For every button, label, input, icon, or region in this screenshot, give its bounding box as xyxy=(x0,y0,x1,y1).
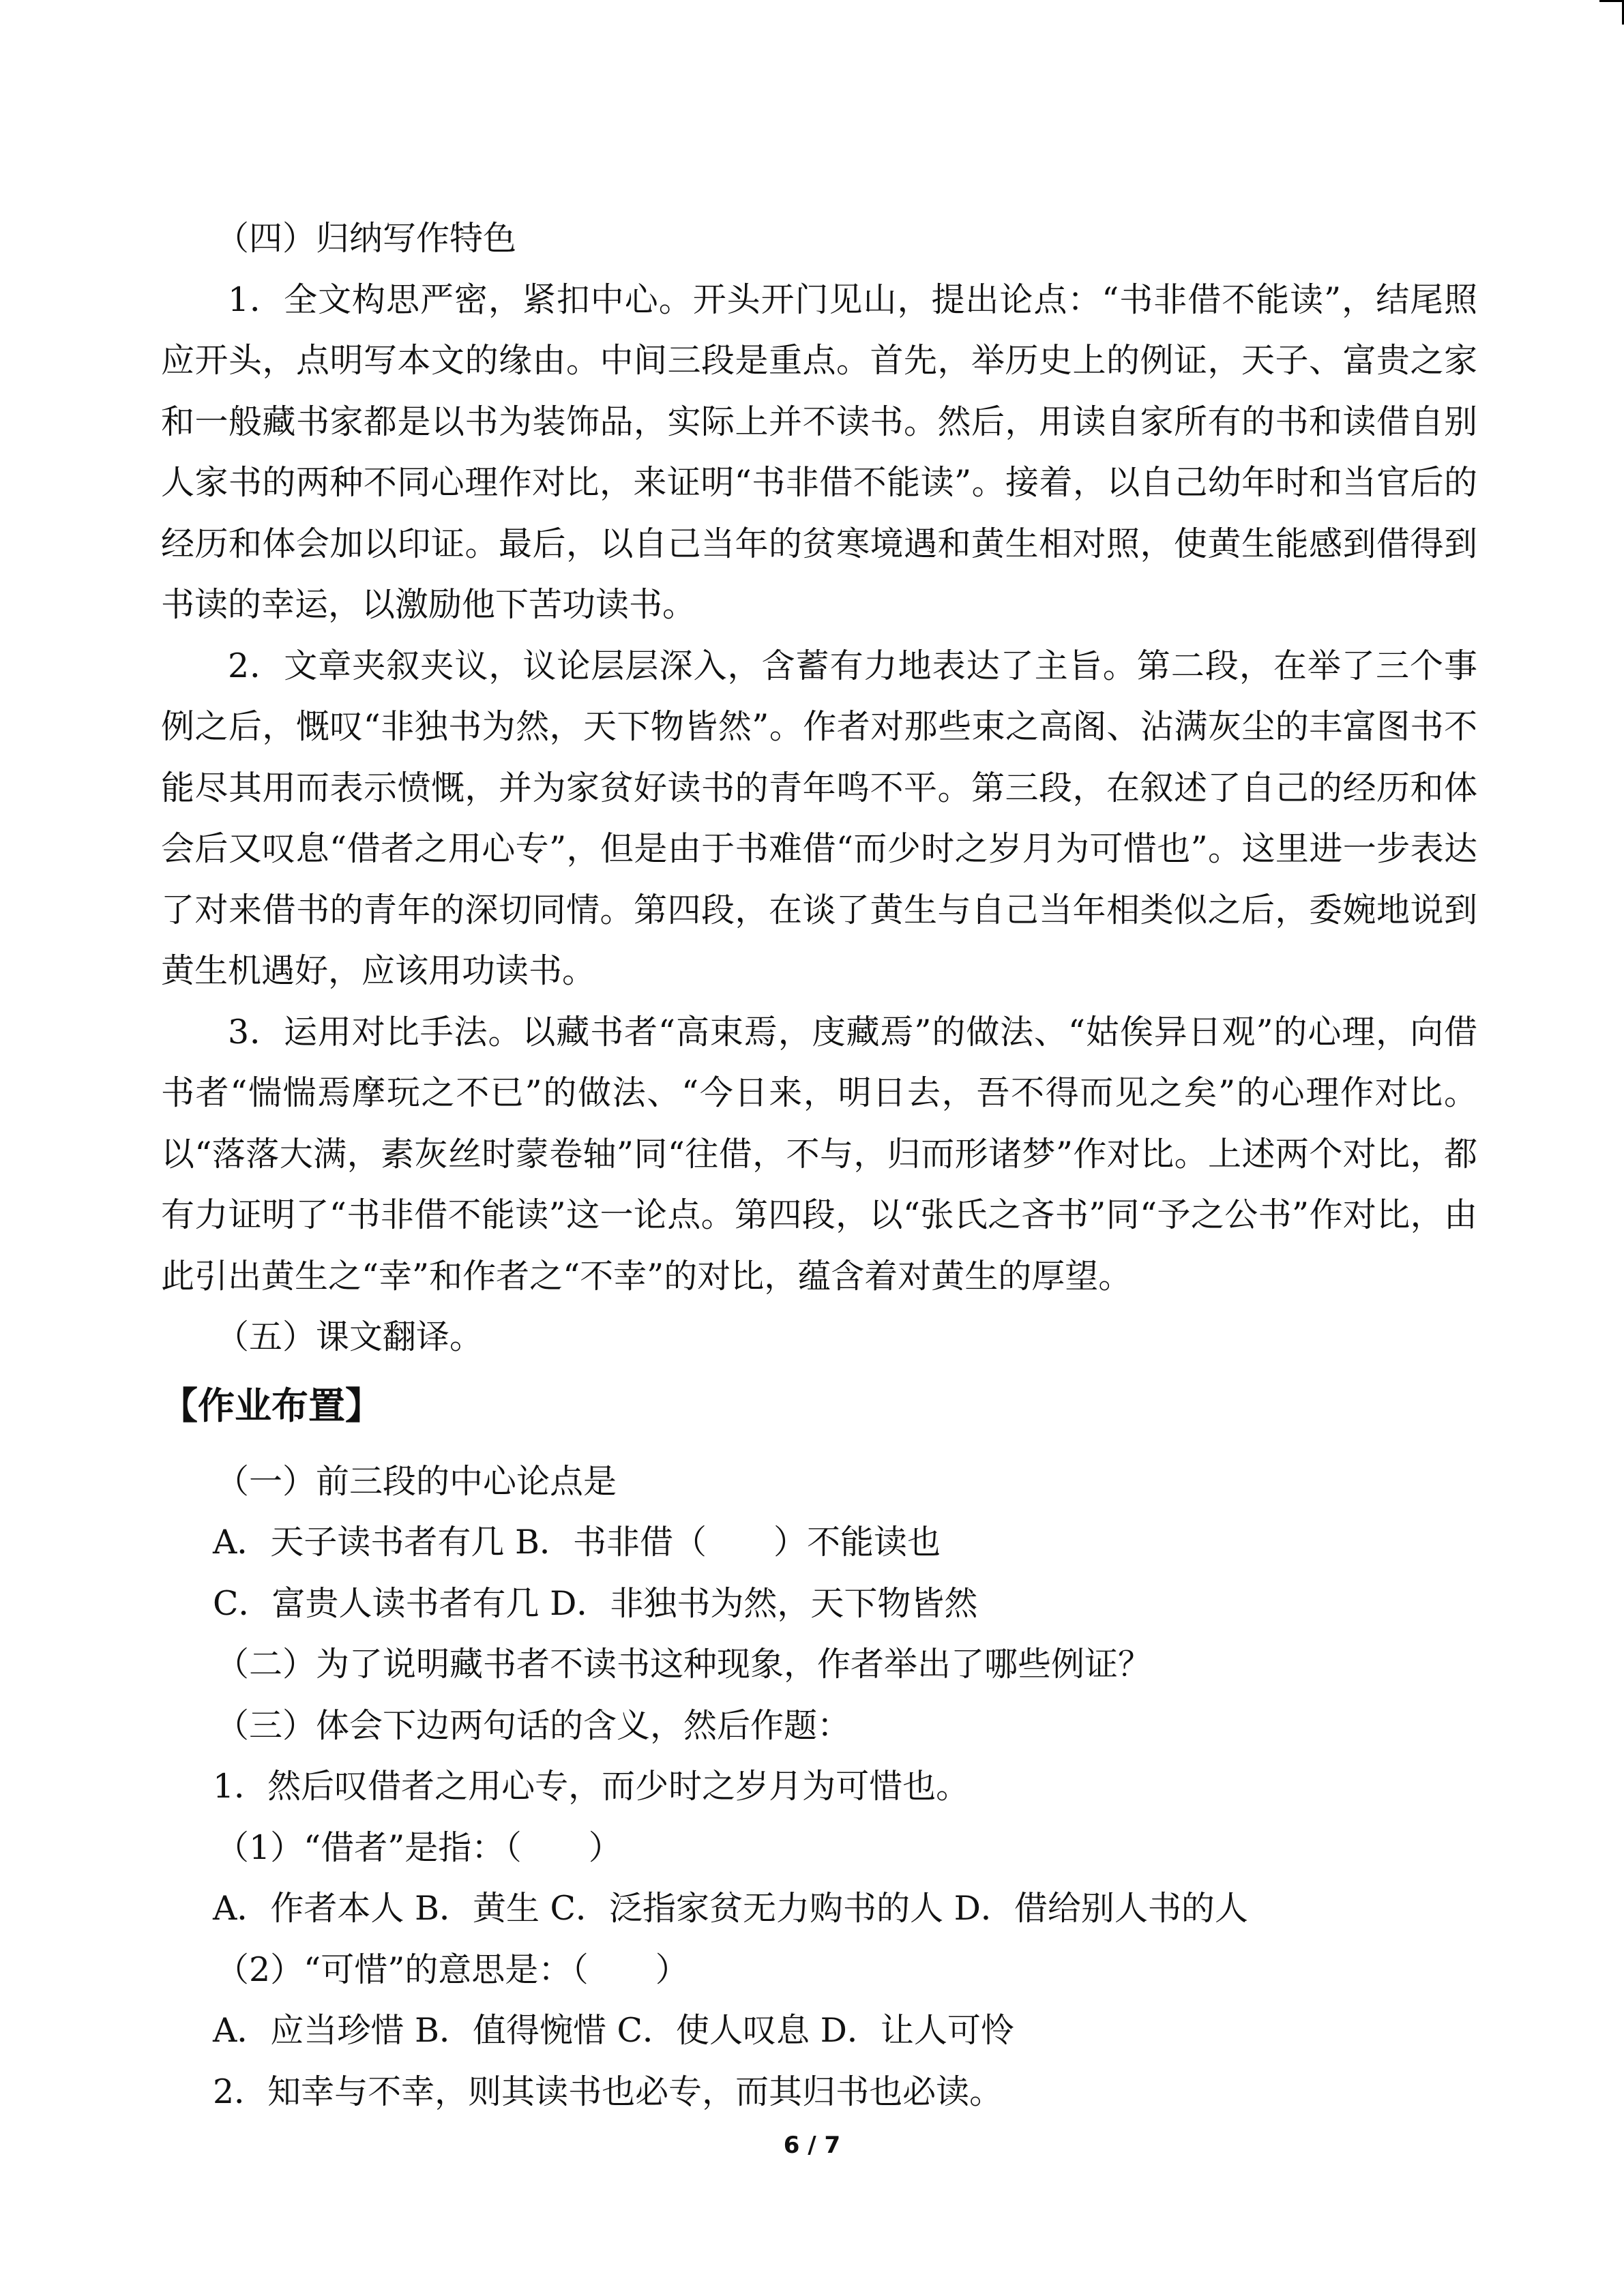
section-4-paragraph-2: 2．文章夹叙夹议，议论层层深入，含蓄有力地表达了主旨。第二段，在举了三个事例之后，慨叹“非独书为然，天下物皆然”。作者对那些束之高阁、沾满灰尘的丰富图书不能尽其用而表示愤慨，并为家贫好读书的青年鸣不平。第三段，在叙述了自己的经历和体会后又叹息“借者之用心专”，但是由于书难借“而少时之岁月为可惜也”。这里进一步表达了对来借书的青年的深切同情。第四段，在谈了黄生与自己当年相类似之后，委婉地说到黄生机遇好，应该用功读书。 xyxy=(161,646,1477,990)
question-1-prompt: （一）前三段的中心论点是 xyxy=(216,1461,617,1501)
question-3-subquestion-1: （1）“借者”是指：（ ） xyxy=(216,1828,622,1867)
section-4-paragraph-3: 3．运用对比手法。以藏书者“高束焉，庋藏焉”的做法、“姑俟异日观”的心理，向借书者“惴惴焉摩玩之不已”的做法、“今日来，明日去，吾不得而见之矣”的心理作对比。以“落落大满，素灰丝时蒙卷轴”同“往借，不与，归而形诸梦”作对比。上述两个对比，都有力证明了“书非借不能读”这一论点。第四段，以“张氏之吝书”同“予之公书”作对比，由此引出黄生之“幸”和作者之“不幸”的对比，蕴含着对黄生的厚望。 xyxy=(161,1012,1477,1296)
question-1-options-a-b: A．天子读书者有几 B．书非借（ ）不能读也 xyxy=(213,1523,941,1562)
question-3-sentence-2: 2．知幸与不幸，则其读书也必专，而其归书也必读。 xyxy=(213,2072,1003,2111)
question-2-prompt: （二）为了说明藏书者不读书这种现象，作者举出了哪些例证？ xyxy=(216,1645,1152,1684)
section-4-heading: （四）归纳写作特色 xyxy=(216,219,517,258)
spacer xyxy=(161,1443,1477,1451)
corner-mark-top xyxy=(1599,0,1624,2)
document-body xyxy=(161,208,1477,2122)
question-3-sentence-1: 1．然后叹借者之用心专，而少时之岁月为可惜也。 xyxy=(213,1767,970,1806)
question-1-options-c-d: C．富贵人读书者有几 D．非独书为然，天下物皆然 xyxy=(213,1583,978,1623)
homework-title: 【作业布置】 xyxy=(161,1383,382,1427)
question-3-subquestion-2: （2）“可惜”的意思是：（ ） xyxy=(216,1950,689,1989)
question-3-subquestion-1-options: A．作者本人 B．黄生 C．泛指家贫无力购书的人 D．借给别人书的人 xyxy=(213,1889,1248,1928)
section-4-paragraph-1: 1．全文构思严密，紧扣中心。开头开门见山，提出论点：“书非借不能读”，结尾照应开头，点明写本文的缘由。中间三段是重点。首先，举历史上的例证，天子、富贵之家和一般藏书家都是以书为装饰品，实际上并不读书。然后，用读自家所有的书和读借自别人家书的两种不同心理作对比，来证明“书非借不能读”。接着，以自己幼年时和当官后的经历和体会加以印证。最后，以自己当年的贫寒境遇和黄生相对照，使黄生能感到借得到书读的幸运，以激励他下苦功读书。 xyxy=(161,280,1477,624)
section-5-heading: （五）课文翻译。 xyxy=(216,1317,484,1356)
question-3-subquestion-2-options: A．应当珍惜 B．值得惋惜 C．使人叹息 D．让人可怜 xyxy=(213,2011,1014,2050)
page-number: 6 / 7 xyxy=(783,2132,841,2159)
question-3-prompt: （三）体会下边两句话的含义，然后作题： xyxy=(216,1705,851,1745)
